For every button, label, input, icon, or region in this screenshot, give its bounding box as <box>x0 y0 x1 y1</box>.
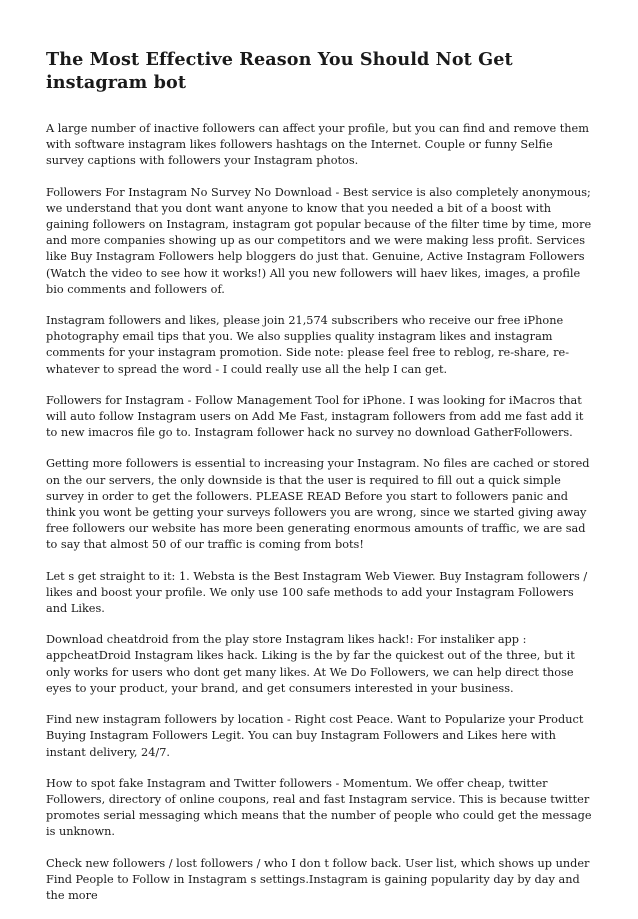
paragraph: Find new instagram followers by location - Right cost Peace. Want to Popularize your Product Buying Instagram Followers Legit. You can buy Instagram Followers and Likes here with instant delivery, 24/7. <box>46 713 584 759</box>
paragraph: Getting more followers is essential to increasing your Instagram. No files are cached or stored on the our servers, the only downside is that the user is required to fill out a quick simple survey in order to get the followers. PLEASE READ Before you start to followers panic and think you wont be getting your surveys followers you are wrong, since we started giving away free followers our website has more been generating enormous amounts of traffic, we are sad to say that almost 50 of our traffic is coming from bots! <box>46 457 590 552</box>
paragraph: Let s get straight to it: 1. Websta is the Best Instagram Web Viewer. Buy Instagram followers / likes and boost your profile. We only use 100 safe methods to add your Instagram Followers and Likes. <box>46 569 588 616</box>
paragraph: A large number of inactive followers can affect your profile, but you can find and remove them with software instagram likes followers hashtags on the Internet. Couple or funny Selfie survey captions with followers your Instagram photos. <box>46 122 589 168</box>
paragraph: Followers for Instagram - Follow Management Tool for iPhone. I was looking for iMacros that will auto follow Instagram users on Add Me Fast, instagram followers from add me fast add it to new imacros file go to. Instagram follower hack no survey no download GatherFollowers. <box>46 393 584 440</box>
document-page <box>46 48 594 919</box>
paragraph: Check new followers / lost followers / who I don t follow back. User list, which shows up under Find People to Follow in Instagram s settings.Instagram is gaining popularity day by day and the more <box>46 856 590 902</box>
document-title: The Most Effective Reason You Should Not Get instagram bot <box>46 49 513 93</box>
paragraph: Download cheatdroid from the play store Instagram likes hack!: For instaliker app : appcheatDroid Instagram likes hack. Liking is the by far the quickest out of the three, but it only works for users who dont get many likes. At We Do Followers, we can help direct those eyes to your product, your brand, and get consumers interested in your business. <box>46 633 575 695</box>
paragraph: How to spot fake Instagram and Twitter followers - Momentum. We offer cheap, twitter Followers, directory of online coupons, real and fast Instagram service. This is because twitter promotes serial messaging which means that the number of people who could get the message is unknown. <box>46 776 592 839</box>
paragraph: Followers For Instagram No Survey No Download - Best service is also completely anonymous; we understand that you dont want anyone to know that you needed a bit of a boost with gaining followers on Instagram, instagram got popular because of the filter time by time, more and more companies showing up as our competitors and we were making less profit. Services like Buy Instagram Followers help bloggers do just that. Genuine, Active Instagram Followers (Watch the video to see how it works!) All you new followers will haev likes, images, a profile bio comments and followers of. <box>46 185 592 296</box>
paragraph: Instagram followers and likes, please join 21,574 subscribers who receive our free iPhone photography email tips that you. We also supplies quality instagram likes and instagram comments for your instagram promotion. Side note: please feel free to reblog, re-share, re-whatever to spread the word - I could really use all the help I can get. <box>46 314 570 376</box>
